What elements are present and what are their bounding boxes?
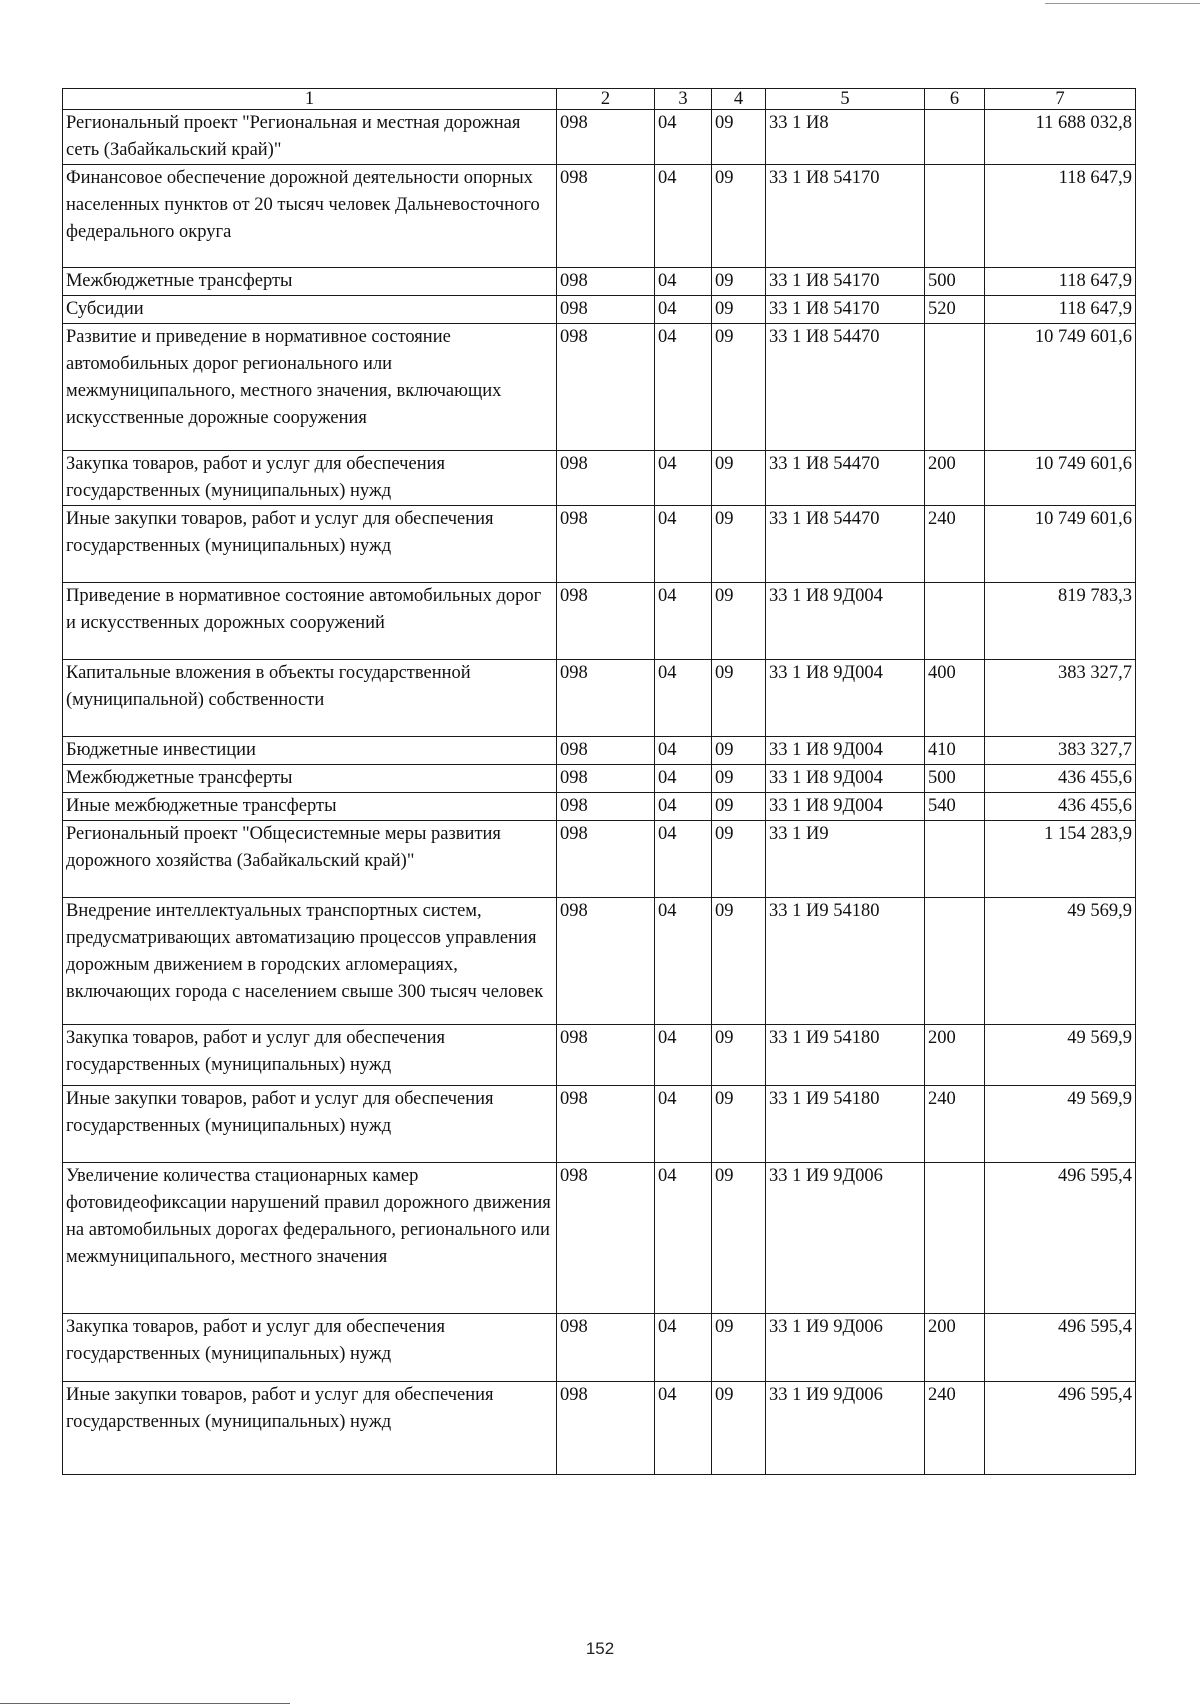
- table-row: [63, 296, 1136, 324]
- table-row: [63, 1382, 1136, 1475]
- table-row: [63, 506, 1136, 583]
- table-row: [63, 793, 1136, 821]
- row-code-6: [925, 583, 985, 660]
- row-code-5: 33 1 И8 54170: [766, 165, 925, 268]
- row-amount: 10 749 601,6: [985, 324, 1136, 451]
- row-code-3: 04: [655, 451, 712, 506]
- row-code-2: 098: [557, 165, 655, 268]
- row-code-4: 09: [712, 165, 766, 268]
- table-row: [63, 821, 1136, 898]
- row-amount: 436 455,6: [985, 793, 1136, 821]
- column-header: 1: [63, 89, 557, 110]
- row-code-5: 33 1 И9 9Д006: [766, 1314, 925, 1382]
- row-amount: 1 154 283,9: [985, 821, 1136, 898]
- table-row: [63, 451, 1136, 506]
- row-amount: 118 647,9: [985, 165, 1136, 268]
- row-code-2: 098: [557, 737, 655, 765]
- row-code-4: 09: [712, 1314, 766, 1382]
- row-code-5: 33 1 И9 54180: [766, 898, 925, 1025]
- row-code-6: 410: [925, 737, 985, 765]
- row-code-2: 098: [557, 1382, 655, 1475]
- row-code-2: 098: [557, 1314, 655, 1382]
- table-row: [63, 583, 1136, 660]
- row-code-4: 09: [712, 324, 766, 451]
- row-description: Региональный проект "Общесистемные меры развития дорожного хозяйства (Забайкальский край)": [63, 821, 557, 898]
- row-code-3: 04: [655, 1025, 712, 1086]
- row-code-4: 09: [712, 765, 766, 793]
- row-description: Межбюджетные трансферты: [63, 765, 557, 793]
- row-code-6: [925, 821, 985, 898]
- table-row: [63, 1314, 1136, 1382]
- row-code-2: 098: [557, 506, 655, 583]
- row-code-6: 200: [925, 1314, 985, 1382]
- row-code-3: 04: [655, 324, 712, 451]
- row-code-6: 400: [925, 660, 985, 737]
- table-header-row: [63, 89, 1136, 110]
- column-header: 7: [985, 89, 1136, 110]
- row-code-6: 500: [925, 765, 985, 793]
- row-code-2: 098: [557, 324, 655, 451]
- row-code-2: 098: [557, 110, 655, 165]
- row-description: Иные межбюджетные трансферты: [63, 793, 557, 821]
- row-code-6: 520: [925, 296, 985, 324]
- row-code-6: [925, 110, 985, 165]
- row-code-6: [925, 324, 985, 451]
- table-row: [63, 737, 1136, 765]
- row-code-6: 200: [925, 451, 985, 506]
- table-row: [63, 765, 1136, 793]
- column-header: 4: [712, 89, 766, 110]
- row-amount: 118 647,9: [985, 296, 1136, 324]
- page-number: 152: [585, 1639, 615, 1658]
- row-code-3: 04: [655, 506, 712, 583]
- row-code-5: 33 1 И8 9Д004: [766, 583, 925, 660]
- column-header: 3: [655, 89, 712, 110]
- row-code-4: 09: [712, 793, 766, 821]
- row-amount: 10 749 601,6: [985, 506, 1136, 583]
- scan-edge-line-bottom: [0, 1703, 290, 1704]
- row-description: Региональный проект "Региональная и местная дорожная сеть (Забайкальский край)": [63, 110, 557, 165]
- row-code-4: 09: [712, 898, 766, 1025]
- row-code-2: 098: [557, 1025, 655, 1086]
- row-amount: 383 327,7: [985, 660, 1136, 737]
- row-description: Развитие и приведение в нормативное состояние автомобильных дорог регионального или межмуниципального, местного значения, включающих искусственные дорожные сооружения: [63, 324, 557, 451]
- row-code-6: 240: [925, 506, 985, 583]
- row-amount: 49 569,9: [985, 1025, 1136, 1086]
- table-row: [63, 324, 1136, 451]
- scan-edge-line-top: [1045, 3, 1200, 4]
- row-code-5: 33 1 И8 54170: [766, 268, 925, 296]
- row-code-2: 098: [557, 1163, 655, 1314]
- row-description: Капитальные вложения в объекты государственной (муниципальной) собственности: [63, 660, 557, 737]
- table-row: [63, 660, 1136, 737]
- row-code-5: 33 1 И8 9Д004: [766, 793, 925, 821]
- row-amount: 49 569,9: [985, 898, 1136, 1025]
- row-code-5: 33 1 И8 54470: [766, 451, 925, 506]
- row-amount: 10 749 601,6: [985, 451, 1136, 506]
- table-row: [63, 1025, 1136, 1086]
- row-description: Внедрение интеллектуальных транспортных систем, предусматривающих автоматизацию процессов управления дорожным движением в городских агломерациях, включающих города с населением свыше 300 тысяч человек: [63, 898, 557, 1025]
- row-code-5: 33 1 И9 54180: [766, 1025, 925, 1086]
- row-amount: 436 455,6: [985, 765, 1136, 793]
- row-code-2: 098: [557, 898, 655, 1025]
- row-code-2: 098: [557, 765, 655, 793]
- row-description: Закупка товаров, работ и услуг для обеспечения государственных (муниципальных) нужд: [63, 451, 557, 506]
- table-row: [63, 268, 1136, 296]
- row-code-3: 04: [655, 268, 712, 296]
- row-code-3: 04: [655, 660, 712, 737]
- row-code-2: 098: [557, 821, 655, 898]
- row-code-5: 33 1 И8 9Д004: [766, 737, 925, 765]
- row-description: Бюджетные инвестиции: [63, 737, 557, 765]
- row-amount: 819 783,3: [985, 583, 1136, 660]
- table-row: [63, 110, 1136, 165]
- row-code-5: 33 1 И8: [766, 110, 925, 165]
- row-description: Закупка товаров, работ и услуг для обеспечения государственных (муниципальных) нужд: [63, 1314, 557, 1382]
- row-code-3: 04: [655, 1086, 712, 1163]
- row-code-3: 04: [655, 793, 712, 821]
- row-description: Увеличение количества стационарных камер фотовидеофиксации нарушений правил дорожного движения на автомобильных дорогах федерального, регионального или межмуниципального, местного значения: [63, 1163, 557, 1314]
- table-row: [63, 1086, 1136, 1163]
- column-header: 5: [766, 89, 925, 110]
- row-code-6: 540: [925, 793, 985, 821]
- row-code-3: 04: [655, 765, 712, 793]
- row-amount: 496 595,4: [985, 1382, 1136, 1475]
- table-row: [63, 165, 1136, 268]
- row-code-4: 09: [712, 1163, 766, 1314]
- row-code-2: 098: [557, 1086, 655, 1163]
- row-amount: 383 327,7: [985, 737, 1136, 765]
- row-code-2: 098: [557, 296, 655, 324]
- row-code-6: [925, 1163, 985, 1314]
- row-code-5: 33 1 И9: [766, 821, 925, 898]
- row-code-4: 09: [712, 660, 766, 737]
- row-description: Межбюджетные трансферты: [63, 268, 557, 296]
- row-code-3: 04: [655, 898, 712, 1025]
- row-code-2: 098: [557, 268, 655, 296]
- row-code-4: 09: [712, 451, 766, 506]
- row-code-6: [925, 898, 985, 1025]
- row-code-4: 09: [712, 583, 766, 660]
- row-code-5: 33 1 И8 54170: [766, 296, 925, 324]
- column-header: 6: [925, 89, 985, 110]
- row-code-3: 04: [655, 1163, 712, 1314]
- row-code-3: 04: [655, 1314, 712, 1382]
- row-description: Закупка товаров, работ и услуг для обеспечения государственных (муниципальных) нужд: [63, 1025, 557, 1086]
- row-code-3: 04: [655, 583, 712, 660]
- column-header: 2: [557, 89, 655, 110]
- row-code-6: 240: [925, 1086, 985, 1163]
- row-code-4: 09: [712, 737, 766, 765]
- row-code-5: 33 1 И8 54470: [766, 324, 925, 451]
- row-code-6: 240: [925, 1382, 985, 1475]
- row-code-3: 04: [655, 165, 712, 268]
- row-code-4: 09: [712, 506, 766, 583]
- row-code-6: 200: [925, 1025, 985, 1086]
- row-code-4: 09: [712, 1086, 766, 1163]
- row-amount: 11 688 032,8: [985, 110, 1136, 165]
- row-code-5: 33 1 И9 54180: [766, 1086, 925, 1163]
- row-code-4: 09: [712, 821, 766, 898]
- row-code-6: 500: [925, 268, 985, 296]
- row-code-4: 09: [712, 268, 766, 296]
- row-description: Субсидии: [63, 296, 557, 324]
- row-code-5: 33 1 И9 9Д006: [766, 1382, 925, 1475]
- row-code-2: 098: [557, 583, 655, 660]
- row-description: Приведение в нормативное состояние автомобильных дорог и искусственных дорожных сооружений: [63, 583, 557, 660]
- row-amount: 118 647,9: [985, 268, 1136, 296]
- row-code-3: 04: [655, 737, 712, 765]
- row-amount: 49 569,9: [985, 1086, 1136, 1163]
- row-code-3: 04: [655, 821, 712, 898]
- row-description: Иные закупки товаров, работ и услуг для обеспечения государственных (муниципальных) нужд: [63, 506, 557, 583]
- row-code-3: 04: [655, 110, 712, 165]
- row-amount: 496 595,4: [985, 1314, 1136, 1382]
- row-code-2: 098: [557, 793, 655, 821]
- row-code-4: 09: [712, 296, 766, 324]
- row-amount: 496 595,4: [985, 1163, 1136, 1314]
- row-code-2: 098: [557, 660, 655, 737]
- row-description: Иные закупки товаров, работ и услуг для обеспечения государственных (муниципальных) нужд: [63, 1382, 557, 1475]
- table-row: [63, 1163, 1136, 1314]
- row-code-6: [925, 165, 985, 268]
- row-code-3: 04: [655, 296, 712, 324]
- row-description: Иные закупки товаров, работ и услуг для обеспечения государственных (муниципальных) нужд: [63, 1086, 557, 1163]
- row-code-4: 09: [712, 110, 766, 165]
- row-code-5: 33 1 И9 9Д006: [766, 1163, 925, 1314]
- row-code-4: 09: [712, 1382, 766, 1475]
- row-code-2: 098: [557, 451, 655, 506]
- row-code-5: 33 1 И8 9Д004: [766, 765, 925, 793]
- budget-table: [62, 88, 1136, 1475]
- row-code-3: 04: [655, 1382, 712, 1475]
- row-code-4: 09: [712, 1025, 766, 1086]
- row-description: Финансовое обеспечение дорожной деятельности опорных населенных пунктов от 20 тысяч человек Дальневосточного федерального округа: [63, 165, 557, 268]
- row-code-5: 33 1 И8 9Д004: [766, 660, 925, 737]
- table-row: [63, 898, 1136, 1025]
- row-code-5: 33 1 И8 54470: [766, 506, 925, 583]
